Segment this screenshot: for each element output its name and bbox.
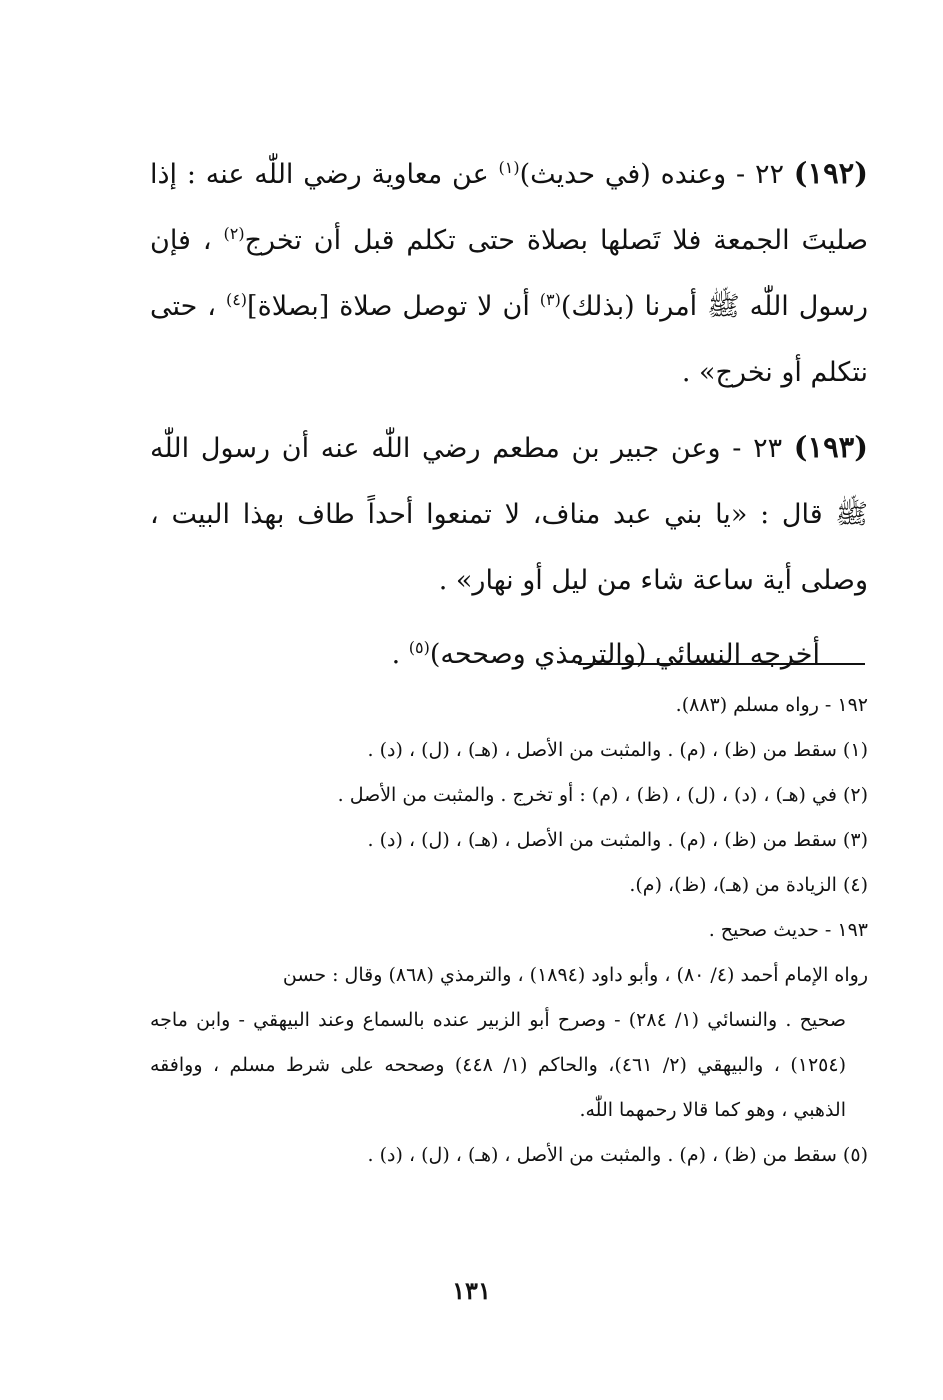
page-number: ١٣١ xyxy=(452,1276,491,1305)
conclusion-end: . xyxy=(391,639,409,670)
footnote-ref-1[interactable]: (١) xyxy=(498,158,520,177)
footnote-193-details-first-line: رواه الإمام أحمد (٤/ ٨٠) ، وأبو داود (١٨٩٤) ، والترمذي (٨٦٨) وقال : حسن xyxy=(282,964,868,986)
hadith-192-number: (١٩٢) xyxy=(793,156,868,190)
conclusion-text: أخرجه النسائي (والترمذي وصححه) xyxy=(429,639,820,670)
footnote-2: (٢) في (هـ) ، (د) ، (ل) ، (ظ) ، (م) : أو تخرج . والمثبت من الأصل . xyxy=(337,784,868,806)
hadith-192-text-part4: أن لا توصل صلاة [بصلاة] xyxy=(247,291,540,322)
hadith-192-text-part3: ، فإن رسول اللّٰه ﷺ أمرنا (بذلك) xyxy=(150,225,868,322)
hadith-192-paragraph xyxy=(150,140,868,406)
footnote-4: (٤) الزيادة من (هـ)، (ظ)، (م). xyxy=(629,874,868,896)
footnote-193: ١٩٣ - حديث صحيح . xyxy=(708,919,868,941)
footnote-193-details-continuation: صحيح . والنسائي (١/ ٢٨٤) - وصرح أبو الزبير عنده بالسماع وعند البيهقي - وابن ماجه (١٢٥٤) ، والبيهقي (٢/ ٤٦١)، والحاكم (١/ ٤٤٨) وصححه على شرط مسلم ، ووافقه الذهبي ، وهو كما قالا رحمهما اللّٰه. xyxy=(150,1009,846,1121)
main-text xyxy=(150,140,868,696)
footnotes-section xyxy=(150,683,868,1178)
footnote-ref-5[interactable]: (٥) xyxy=(408,638,430,657)
footnote-193-details xyxy=(150,953,868,1133)
footnote-192: ١٩٢ - رواه مسلم (٨٨٣). xyxy=(675,694,868,716)
hadith-192-text-part5: ، حتى نتكلم أو نخرج» . xyxy=(150,291,868,388)
footnote-divider xyxy=(578,663,865,665)
footnote-ref-2[interactable]: (٢) xyxy=(223,224,245,243)
footnote-ref-4[interactable]: (٤) xyxy=(225,290,248,309)
footnote-1: (١) سقط من (ظ) ، (م) . والمثبت من الأصل ، (هـ) ، (ل) ، (د) . xyxy=(367,739,868,761)
conclusion-paragraph xyxy=(150,622,868,688)
hadith-192-text-part2: عن معاوية رضي اللّٰه عنه : إذا صليتَ الجمعة فلا تَصلها بصلاة حتى تكلم قبل أن تخرج xyxy=(150,159,868,256)
hadith-193-paragraph xyxy=(150,414,868,614)
hadith-193-text: ٢٣ - وعن جبير بن مطعم رضي اللّٰه عنه أن رسول اللّٰه ﷺ قال : «يا بني عبد مناف، لا تمنعوا أحداً طاف بهذا البيت ، وصلى أية ساعة شاء من ليل أو نهار» . xyxy=(150,433,868,596)
footnote-ref-3[interactable]: (٣) xyxy=(539,290,561,309)
hadith-192-text-part1: ٢٢ - وعنده (في حديث) xyxy=(519,159,794,190)
footnote-3: (٣) سقط من (ظ) ، (م) . والمثبت من الأصل ، (هـ) ، (ل) ، (د) . xyxy=(367,829,868,851)
footnote-5: (٥) سقط من (ظ) ، (م) . والمثبت من الأصل ، (هـ) ، (ل) ، (د) . xyxy=(367,1144,868,1166)
hadith-193-number: (١٩٣) xyxy=(793,430,868,464)
